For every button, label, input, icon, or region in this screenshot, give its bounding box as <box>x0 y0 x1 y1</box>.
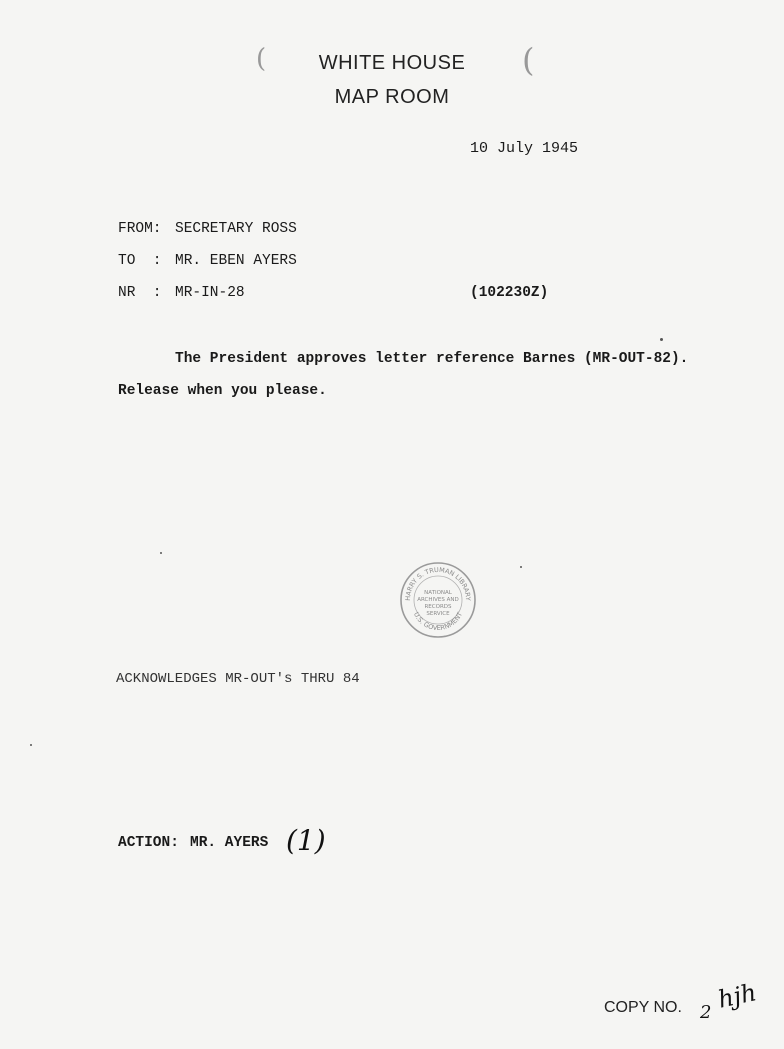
from-value: SECRETARY ROSS <box>175 221 297 237</box>
nr-value: MR-IN-28 <box>175 285 245 301</box>
handwritten-initials: hjh <box>715 978 759 1014</box>
archives-stamp-seal <box>398 560 478 640</box>
action-label: ACTION: <box>118 835 179 851</box>
margin-bracket-left: ( <box>256 44 267 74</box>
svg-text:RECORDS: RECORDS <box>424 604 452 610</box>
svg-text:SERVICE: SERVICE <box>426 611 450 617</box>
paper-speck <box>30 744 32 746</box>
svg-text:NATIONAL: NATIONAL <box>424 590 452 596</box>
svg-text:HARRY S. TRUMAN LIBRARY: HARRY S. TRUMAN LIBRARY <box>403 565 473 601</box>
action-value: MR. AYERS <box>190 835 269 851</box>
paper-speck <box>660 338 663 341</box>
message-line-2: Release when you please. <box>118 383 327 399</box>
nr-label: NR : <box>118 285 162 301</box>
acknowledgement-line: ACKNOWLEDGES MR-OUT's THRU 84 <box>116 671 360 687</box>
to-value: MR. EBEN AYERS <box>175 253 297 269</box>
from-label: FROM: <box>118 221 162 237</box>
handwritten-copy-note: (1) <box>286 824 326 857</box>
margin-bracket-right: ( <box>522 41 535 79</box>
document-date: 10 July 1945 <box>470 140 579 157</box>
message-line-1: The President approves letter reference Barnes (MR-OUT-82). <box>175 351 689 367</box>
header-map-room: MAP ROOM <box>334 86 450 108</box>
copy-number-value: 2 <box>700 1002 712 1023</box>
svg-text:ARCHIVES AND: ARCHIVES AND <box>417 597 459 603</box>
to-label: TO : <box>118 253 162 269</box>
copy-number-label: COPY NO. <box>604 999 682 1016</box>
date-time-group: (102230Z) <box>470 285 549 301</box>
svg-text:U.S. GOVERNMENT: U.S. GOVERNMENT <box>411 610 465 633</box>
paper-speck <box>160 552 162 554</box>
header-white-house: WHITE HOUSE <box>318 52 466 74</box>
paper-speck <box>520 566 522 568</box>
